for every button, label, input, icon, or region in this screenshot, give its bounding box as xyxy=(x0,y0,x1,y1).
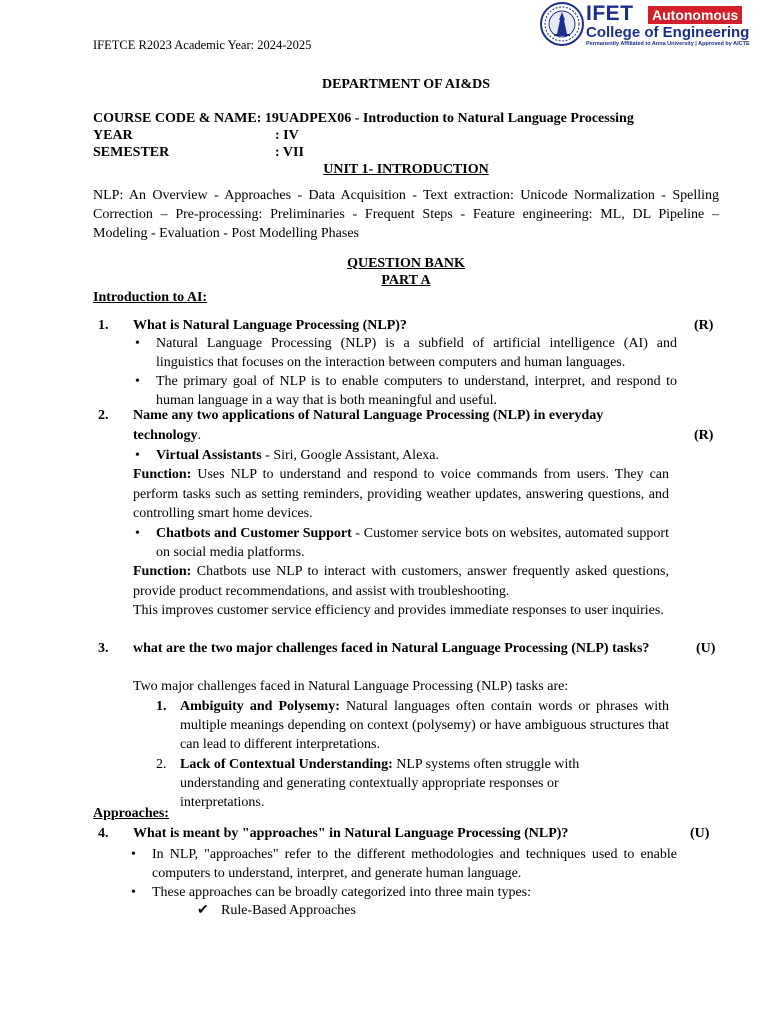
course-code-label: COURSE CODE & NAME xyxy=(93,111,257,126)
app-1-examples: - Siri, Google Assistant, Alexa. xyxy=(261,448,439,463)
college-logo xyxy=(540,2,762,50)
course-code-value: : 19UADPEX06 - Introduction to Natural Language Processing xyxy=(256,111,634,126)
year-value: : IV xyxy=(275,128,299,143)
semester-value: : VII xyxy=(275,145,304,160)
function-2-text: Chatbots use NLP to interact with customers, answer frequently asked questions, provide product recommendations, and assist with troubleshooting. xyxy=(133,564,669,599)
logo-affiliation: Permanently Affiliated to Anna University | Approved by AICTE xyxy=(586,41,750,47)
function-label: Function: xyxy=(133,467,192,482)
question-3-mark: (U) xyxy=(696,641,716,656)
logo-ifet-text: IFET xyxy=(586,2,634,25)
question-4-check-1 xyxy=(197,901,621,920)
year-row xyxy=(93,128,299,144)
challenge-2-number: 2. xyxy=(156,757,167,772)
function-label: Function: xyxy=(133,564,192,579)
app-2-examples: - Customer service bots on websites, automated support on social media platforms. xyxy=(156,526,669,560)
question-1-mark: (R) xyxy=(694,318,714,333)
challenge-2 xyxy=(156,755,645,812)
app-2-title: Chatbots and Customer Support xyxy=(156,526,352,541)
question-4-number: 4. xyxy=(98,826,109,841)
question-4-bullet-1 xyxy=(131,845,677,883)
bullet-icon: • xyxy=(135,526,140,541)
question-2-function-2 xyxy=(133,562,669,601)
question-2-number: 2. xyxy=(98,408,109,423)
semester-row xyxy=(93,145,304,161)
section-introduction: Introduction to AI: xyxy=(93,290,208,305)
course-code-row xyxy=(93,111,634,127)
question-1-bullet-1 xyxy=(135,334,677,372)
bullet-icon: • xyxy=(131,847,136,862)
department-title: DEPARTMENT OF AI&DS xyxy=(321,77,491,92)
bullet-icon: • xyxy=(135,448,140,463)
question-1-text: What is Natural Language Processing (NLP)? xyxy=(133,318,407,333)
app-1-title: Virtual Assistants xyxy=(156,448,262,463)
question-1-number: 1. xyxy=(98,318,109,333)
question-2-app-2 xyxy=(135,524,669,562)
question-2-text-line-2: technology xyxy=(133,427,198,443)
challenge-1 xyxy=(156,697,669,754)
bullet-text: Natural Language Processing (NLP) is a subfield of artificial intelligence (AI) and linguistics that focuses on the interaction between computers and human languages. xyxy=(156,336,677,370)
bullet-icon: • xyxy=(131,885,136,900)
year-label: YEAR xyxy=(93,128,133,143)
part-title: PART A xyxy=(381,273,431,288)
unit-syllabus: NLP: An Overview - Approaches - Data Acquisition - Text extraction: Unicode Normalization - Spelling Correction – Pre-processing: Preliminaries - Frequent Steps - Feature engineering: ML, DL Pipeline – Modeling - Evaluation - Post Modelling Phases xyxy=(93,188,719,241)
header-academic-year: IFETCE R2023 Academic Year: 2024-2025 xyxy=(93,38,312,52)
challenge-1-text: Natural languages often contain words or phrases with multiple meanings depending on context (polysemy) or have ambiguous structures that can lead to different interpretations. xyxy=(180,699,669,752)
question-bank-title: QUESTION BANK xyxy=(347,256,465,271)
semester-label: SEMESTER xyxy=(93,145,170,160)
question-2-app-1 xyxy=(135,446,677,465)
question-2-text-line-1: Name any two applications of Natural Language Processing (NLP) in everyday xyxy=(133,408,604,423)
bullet-icon: • xyxy=(135,374,140,389)
question-2-text-period: . xyxy=(197,427,202,443)
challenge-2-text: NLP systems often struggle with understanding and generating contextually appropriate responses or interpretations. xyxy=(180,757,580,810)
question-3-number: 3. xyxy=(98,641,109,656)
question-4-bullet-2 xyxy=(131,883,677,902)
challenge-1-number: 1. xyxy=(156,699,167,714)
question-2-closing: This improves customer service efficiency and provides immediate responses to user inquiries. xyxy=(133,603,664,618)
logo-autonomous-badge: Autonomous xyxy=(648,6,742,24)
bullet-text: The primary goal of NLP is to enable computers to understand, interpret, and respond to human language in a way that is both meaningful and useful. xyxy=(156,374,677,408)
question-1-bullet-2 xyxy=(135,372,677,410)
college-emblem-icon xyxy=(540,2,584,46)
function-1-text: Uses NLP to understand and respond to voice commands from users. They can perform tasks such as setting reminders, providing weather updates, answering questions, and controlling smart home devices. xyxy=(133,467,669,521)
question-4-text: What is meant by "approaches" in Natural Language Processing (NLP)? xyxy=(133,826,569,841)
challenge-1-title: Ambiguity and Polysemy: xyxy=(180,699,340,714)
unit-title: UNIT 1- INTRODUCTION xyxy=(323,162,489,177)
challenge-2-title: Lack of Contextual Understanding: xyxy=(180,757,393,772)
bullet-text: In NLP, "approaches" refer to the different methodologies and techniques used to enable computers to understand, interpret, and generate human language. xyxy=(152,847,677,881)
checkmark-icon: ✔ xyxy=(197,903,209,918)
question-2-mark: (R) xyxy=(694,428,714,443)
check-item-text: Rule-Based Approaches xyxy=(221,903,356,918)
bullet-icon: • xyxy=(135,336,140,351)
logo-college-name: College of Engineering xyxy=(586,24,750,41)
question-2-function-1 xyxy=(133,465,669,524)
question-2-text xyxy=(133,406,669,445)
question-3-text: what are the two major challenges faced in Natural Language Processing (NLP) tasks? xyxy=(133,641,650,656)
bullet-text: These approaches can be broadly categorized into three main types: xyxy=(152,885,532,900)
question-3-intro: Two major challenges faced in Natural Language Processing (NLP) tasks are: xyxy=(133,679,569,694)
question-4-mark: (U) xyxy=(690,826,710,841)
section-approaches: Approaches: xyxy=(93,806,169,821)
